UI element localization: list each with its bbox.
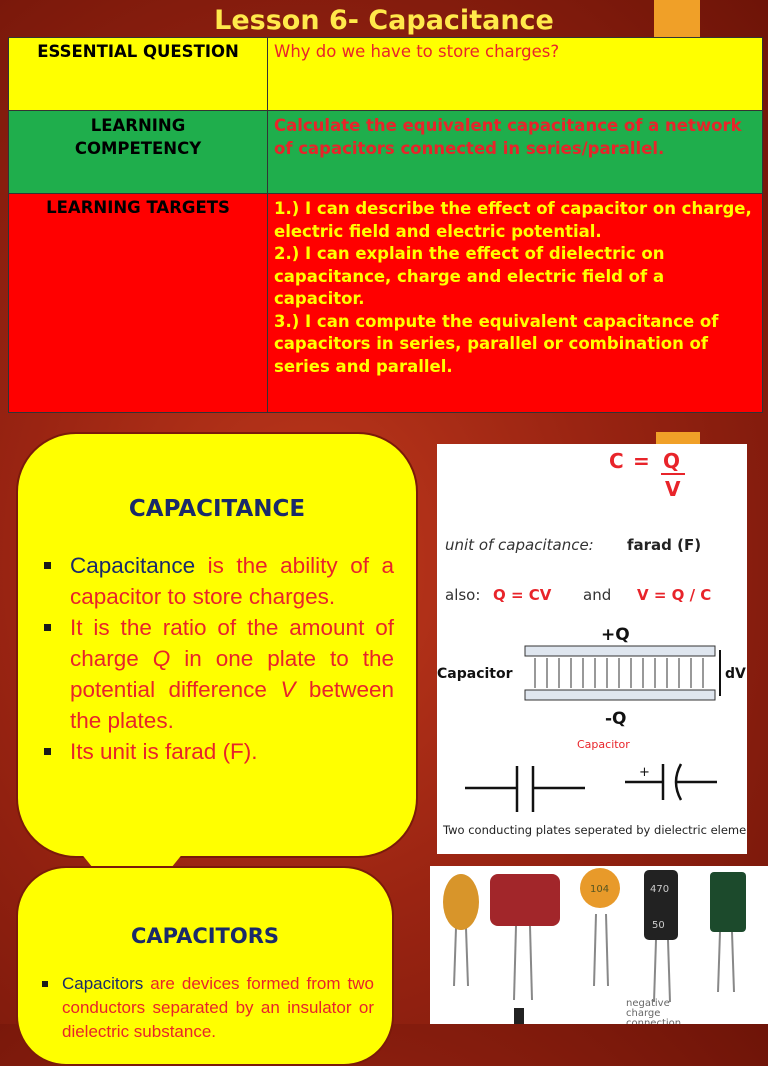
capacitors-card xyxy=(16,866,394,1066)
bullet-item: It is the ratio of the amount of charge Q in one plate to the potential difference V between the plates. xyxy=(40,612,394,736)
learning-target-item: 1.) I can describe the effect of capacitor on charge, electric field and electric potential. xyxy=(274,199,752,241)
bullet-square-icon xyxy=(44,562,51,569)
tantalum-capacitor xyxy=(443,874,479,930)
electrolytic-value-1: 470 xyxy=(650,884,670,895)
capacitors-illustration xyxy=(430,866,768,1024)
capacitance-card xyxy=(16,432,418,858)
electrolytic-value-2: 50 xyxy=(652,920,665,931)
bullet-square-icon xyxy=(44,624,51,631)
polar-plus-sign: + xyxy=(639,765,650,780)
learning-competency-value: Calculate the equivalent capacitance of a network of capacitors connected in series/parallel. xyxy=(268,111,763,194)
learning-competency-label: LEARNING COMPETENCY xyxy=(9,111,268,194)
lesson-title: Lesson 6- Capacitance xyxy=(214,5,554,36)
photo-label-3: connection xyxy=(626,1018,682,1024)
capacitance-heading: CAPACITANCE xyxy=(128,496,306,522)
also-text: also: xyxy=(445,586,481,604)
bottom-plate xyxy=(525,690,715,700)
formula-equals: = xyxy=(633,449,650,473)
bullet-square-icon xyxy=(44,748,51,755)
film-capacitor xyxy=(490,874,560,926)
capacitance-diagram xyxy=(437,444,747,854)
dv-label: dV xyxy=(725,666,746,682)
formula-c: C xyxy=(609,449,624,473)
ceramic-code: 104 xyxy=(590,884,610,895)
top-plate xyxy=(525,646,715,656)
lesson-table xyxy=(8,37,763,413)
box-capacitor xyxy=(710,872,746,932)
bullet-item: Capacitors are devices formed from two conductors separated by an insulator or dielectric substance. xyxy=(42,972,374,1044)
capacitor-caption: Capacitor xyxy=(577,738,630,751)
minus-q-label: -Q xyxy=(605,709,627,729)
capacitor-side-label: Capacitor xyxy=(437,666,513,682)
learning-target-item: 3.) I can compute the equivalent capacitance of capacitors in series, parallel or combination of series and parallel. xyxy=(274,311,719,376)
learning-targets-row xyxy=(9,194,763,413)
also-formula-1: Q = CV xyxy=(493,586,552,604)
capacitance-figure xyxy=(437,444,747,854)
learning-competency-row xyxy=(9,111,763,194)
unit-value: farad (F) xyxy=(627,536,702,554)
learning-targets-value xyxy=(268,194,763,413)
capacitors-photo xyxy=(430,866,768,1024)
capacitor-symbol-nonpolar-icon xyxy=(465,766,585,812)
bullet-item: Its unit is farad (F). xyxy=(40,736,394,767)
component-lead xyxy=(514,1008,524,1024)
photo-label-1: negative xyxy=(626,998,670,1009)
plus-q-label: +Q xyxy=(601,625,630,645)
photo-label-2: charge xyxy=(626,1008,661,1019)
capacitors-heading: CAPACITORS xyxy=(130,924,280,948)
unit-text: unit of capacitance: xyxy=(445,536,594,554)
essential-question-value: Why do we have to store charges? xyxy=(268,38,763,111)
also-formula-2: V = Q / C xyxy=(637,586,712,604)
learning-targets-label: LEARNING TARGETS xyxy=(9,194,268,413)
formula-q: Q xyxy=(663,449,681,473)
capacitance-bullets xyxy=(40,550,394,767)
essential-question-label: ESSENTIAL QUESTION xyxy=(9,38,268,111)
formula-v: V xyxy=(665,477,681,501)
plate-caption: Two conducting plates seperated by dielectric element xyxy=(443,823,747,837)
capacitors-bullets xyxy=(42,972,374,1044)
bullet-square-icon xyxy=(42,981,48,987)
essential-question-row xyxy=(9,38,763,111)
bullet-item: Capacitance is the ability of a capacitor to store charges. xyxy=(40,550,394,612)
field-lines xyxy=(535,658,703,688)
also-and: and xyxy=(583,586,612,604)
learning-target-item: 2.) I can explain the effect of dielectric on capacitance, charge and electric field of a capacitor. xyxy=(274,244,665,308)
